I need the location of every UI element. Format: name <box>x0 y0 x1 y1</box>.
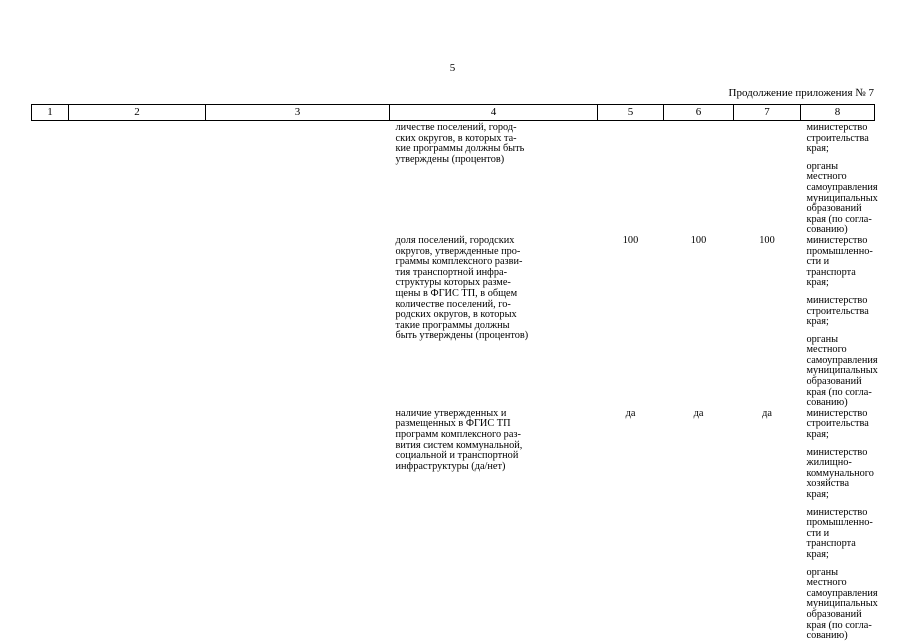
column-header: 8 <box>801 105 875 121</box>
responsible-org: органы местного самоуправления муниципальных образований края (по согла- сованию) <box>806 566 878 642</box>
column-header: 4 <box>390 105 598 121</box>
column-header: 1 <box>32 105 69 121</box>
value-cell: 100 <box>622 234 639 246</box>
value-cell <box>734 121 801 236</box>
responsible-org: органы местного самоуправления муниципальных образований края (по согла- сованию) <box>806 333 878 409</box>
value-cell: да <box>625 407 636 419</box>
column-header: 5 <box>598 105 664 121</box>
responsible-org: министерство строительства края; <box>806 122 869 155</box>
responsible-org: министерство промышленно- сти и транспорта края; <box>806 234 873 289</box>
responsible-org: министерство строительства края; <box>806 294 869 328</box>
indicator-text: доля поселений, городских округов, утвержденные про- граммы комплексного разви- тия транспортной инфра- структуры которых разме- щены в ФГИС ТП, в общем количестве поселений, го- родских округов, в которых такие программы должны быть утверждены (процентов) <box>395 234 529 342</box>
column-header: 6 <box>664 105 734 121</box>
value-cell: да <box>762 407 772 419</box>
column-header: 3 <box>206 105 390 121</box>
indicator-cell <box>390 236 598 409</box>
page-number: 5 <box>449 62 456 74</box>
responsible-org: министерство промышленно- сти и транспорта края; <box>806 506 873 560</box>
table-row <box>32 236 875 409</box>
table-row <box>32 121 875 236</box>
responsible-org: органы местного самоуправления муниципальных образований края (по согла- сованию) <box>806 160 878 236</box>
responsible-cell <box>801 121 878 236</box>
continuation-label: Продолжение приложения № 7 <box>728 87 874 99</box>
value-cell: 100 <box>690 234 707 246</box>
indicator-cell <box>390 409 598 642</box>
indicator-text: наличие утвержденных и размещенных в ФГИС ТП программ комплексного раз- вития систем коммунальной, социальной и транспортной инфраструктуры (да/нет) <box>395 407 523 472</box>
column-header: 7 <box>734 105 801 121</box>
header-row <box>32 105 875 121</box>
responsible-org: министерство жилищно- коммунального хозяйства края; <box>806 446 874 500</box>
value-cell: да <box>693 407 704 419</box>
value-cell <box>598 121 664 236</box>
responsible-org: министерство строительства края; <box>806 407 869 441</box>
table-row <box>32 409 875 642</box>
indicator-text: личестве поселений, город- ских округов, в которых та- кие программы должны быть утверждены (процентов) <box>395 122 525 165</box>
value-cell <box>664 121 734 236</box>
indicator-cell <box>390 121 598 236</box>
value-cell: 100 <box>759 234 775 246</box>
column-header: 2 <box>69 105 206 121</box>
program-table <box>31 104 878 642</box>
responsible-cell <box>801 234 878 409</box>
responsible-cell <box>801 407 878 642</box>
